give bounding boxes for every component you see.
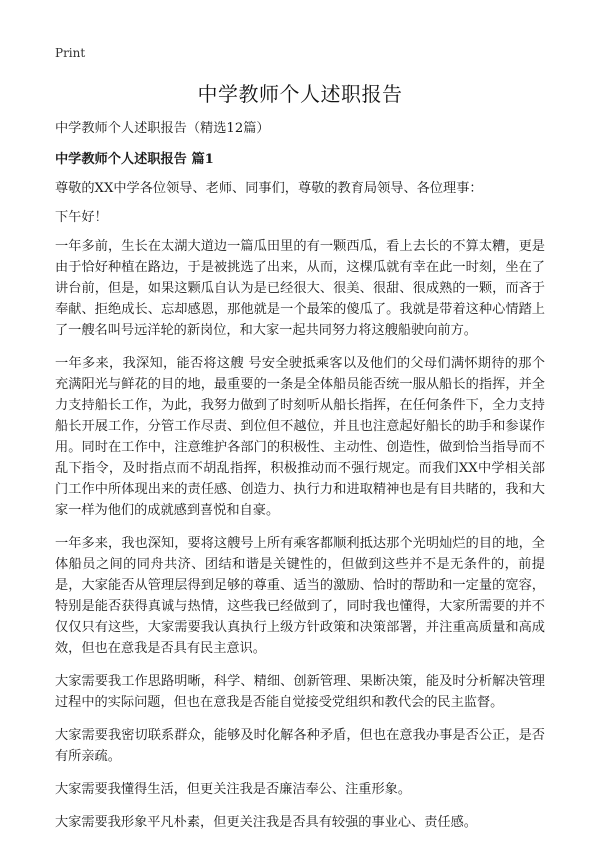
paragraph-7: 大家需要我形象平凡朴素，但更关注我是否具有较强的事业心、责任感。 bbox=[55, 815, 477, 830]
paragraph-3: 一年多来，我也深知，要将这艘号上所有乘客都顺利抵达那个光明灿烂的目的地，全体船员之间的同舟共济、团结和谐是关键性的，但做到这些并不是无条件的，前提是，大家能否从管理层得到足够的尊重、适当的激励、恰时的帮助和一定量的宽容，特别是能否获得真诚与热情，这些我已经做到了，同时我也懂得，大家所需要的并不仅仅只有这些，大家需要我认真执行上级方针政策和决策部署，并注重高质量和高成效，但也在意我是否具有民主意识。 bbox=[55, 536, 545, 656]
paragraph-5: 大家需要我密切联系群众，能够及时化解各种矛盾，但也在意我办事是否公正，是否有所亲疏。 bbox=[55, 728, 545, 764]
greeting: 下午好！ bbox=[55, 210, 108, 225]
document-body bbox=[55, 118, 545, 845]
section-heading: 中学教师个人述职报告 篇1 bbox=[55, 152, 214, 167]
document-subtitle: 中学教师个人述职报告（精选12篇） bbox=[55, 121, 270, 136]
paragraph-2: 一年多来，我深知，能否将这艘 号安全驶抵乘客以及他们的父母们满怀期待的那个充满阳光与鲜花的目的地，最重要的一条是全体船员能否统一服从船长的指挥，并全力支持船长工作，为此，我努力做到了时刻听从船长指挥，在任何条件下，全力支持船长开展工作，分管工作尽责、到位但不越位，并且也注意起好船长的助手和参谋作用。同时在工作中，注意维护各部门的积极性、主动性、创造性，做到恰当指导而不乱下指令，及时指点而不胡乱指挥，积极推动而不强行规定。而我们XX中学相关部门工作中所体现出来的责任感、创造力、执行力和进取精神也是有目共睹的，我和大家一样为他们的成就感到喜悦和自豪。 bbox=[55, 356, 545, 518]
page-title: 中学教师个人述职报告 bbox=[197, 82, 403, 106]
paragraph-1: 一年多前，生长在太湖大道边一篇瓜田里的有一颗西瓜，看上去长的不算太糟，更是由于恰好种植在路边，于是被挑选了出来，从而，这棵瓜就有幸在此一时刻，坐在了讲台前，但是，如果这颗瓜自认为是已经很大、很美、很甜、很成熟的一颗，而吝于奉献、拒绝成长、忘却感恩，那他就是一个最笨的傻瓜了。我就是带着这种心情踏上了一艘名叫号远洋轮的新岗位，和大家一起共同努力将这艘船驶向前方。 bbox=[55, 239, 545, 338]
paragraph-4: 大家需要我工作思路明晰，科学、精细、创新管理、果断决策，能及时分析解决管理过程中的实际问题，但也在意我是否能自觉接受党组织和教代会的民主监督。 bbox=[55, 674, 545, 710]
print-link[interactable]: Print bbox=[55, 46, 86, 60]
salutation: 尊敬的XX中学各位领导、老师、同事们，尊敬的教育局领导、各位理事： bbox=[55, 181, 483, 196]
paragraph-6: 大家需要我懂得生活，但更关注我是否廉洁奉公、注重形象。 bbox=[55, 782, 412, 797]
